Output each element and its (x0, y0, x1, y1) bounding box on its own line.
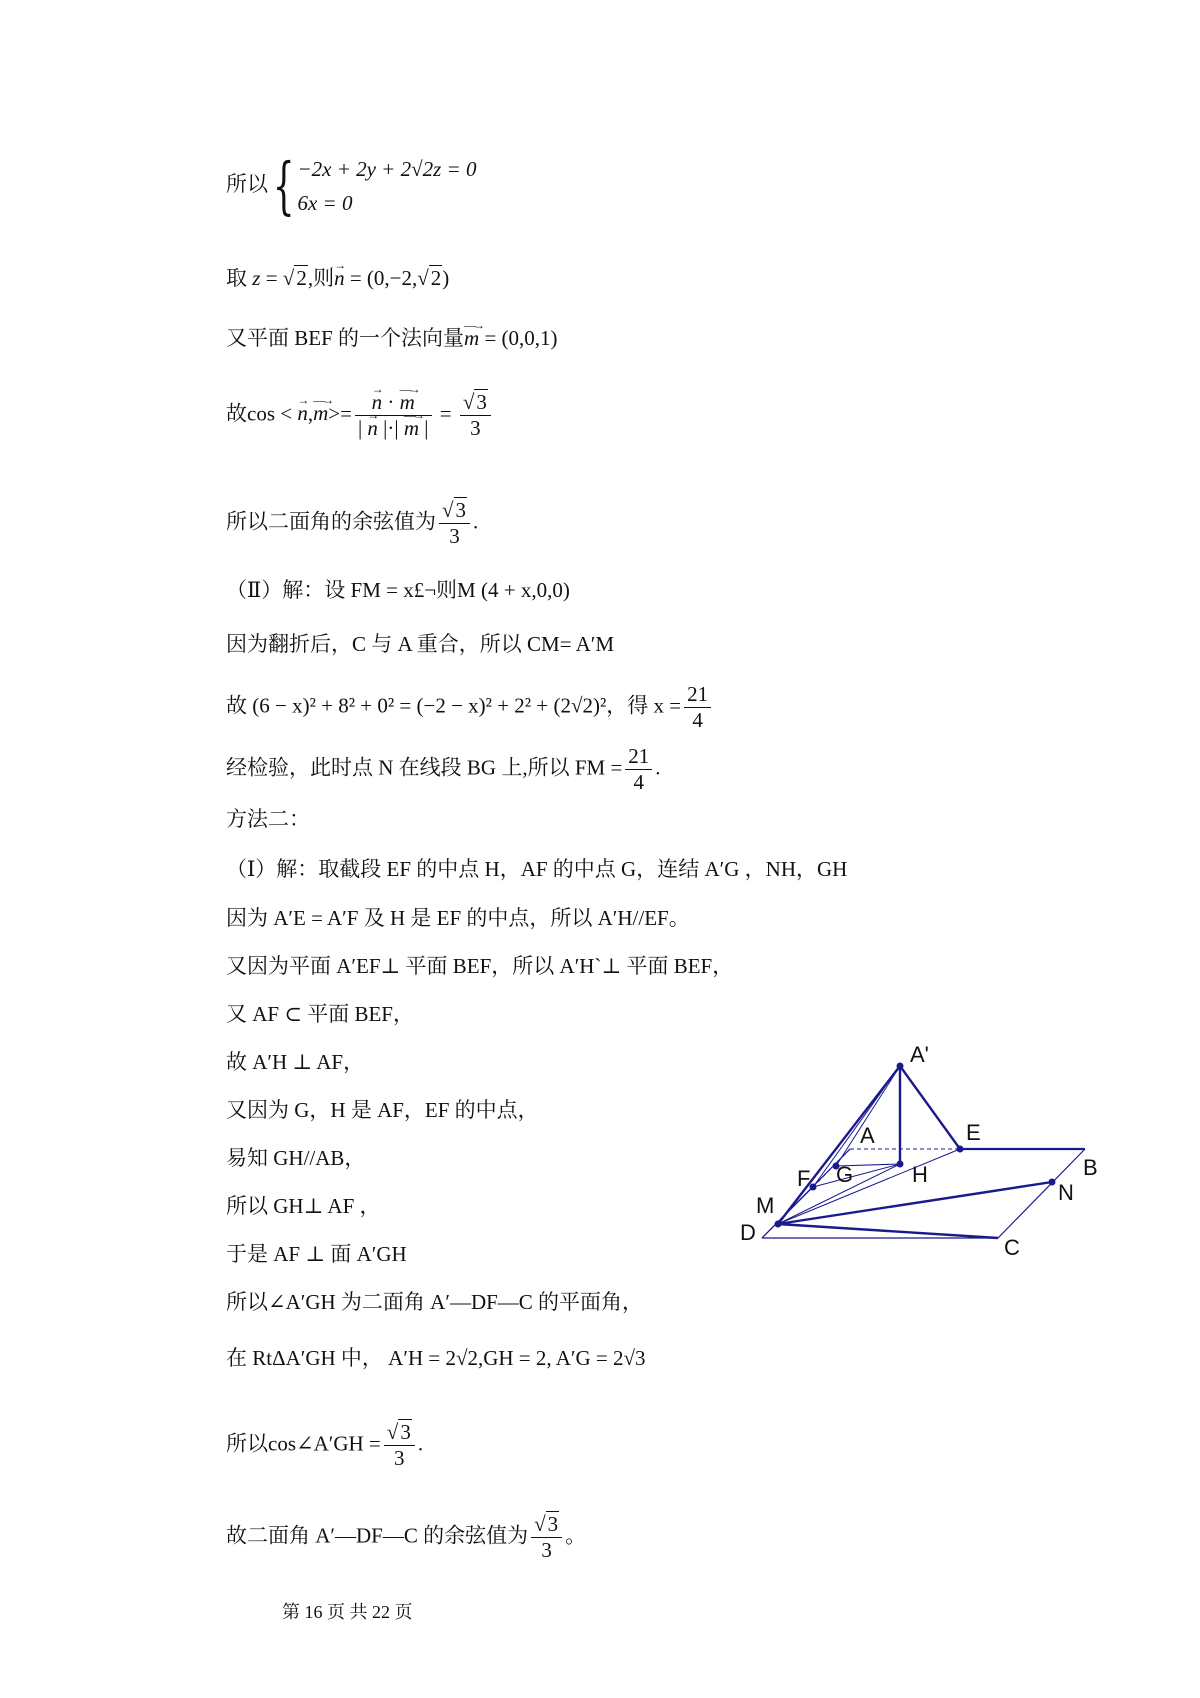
text: = (0,0,1) (479, 326, 558, 350)
label-G: G (836, 1162, 854, 1187)
text: 因为翻折后，C 与 A 重合，所以 CM= A′M (226, 632, 615, 656)
radicand: 2 (296, 266, 307, 290)
sqrt-sign: √ (282, 266, 295, 290)
text: 又因为 G，H 是 AF，EF 的中点， (226, 1098, 539, 1122)
text: = (0,−2, (344, 266, 418, 290)
label-E: E (966, 1120, 981, 1145)
text: 所以∠A′GH 为二面角 A′—DF—C 的平面角， (226, 1290, 644, 1314)
label-H: H (912, 1162, 928, 1187)
equation-row-1: −2x + 2y + 2√2z = 0 (297, 157, 477, 181)
text: 所以cos∠A′GH = (226, 1431, 381, 1456)
numerator: 21 (625, 744, 652, 770)
radicand: 3 (455, 498, 467, 522)
point-E (957, 1146, 964, 1153)
denominator: 3 (541, 1538, 552, 1562)
var-z: z (252, 266, 261, 290)
line-cos-formula: 故cos < → n,—→ m>= → $\frac{n \cdot —\to m}{| \to n |\cdot| —\to m |}$ = $\frac{√3}{3}$ (226, 390, 494, 441)
text: , (307, 401, 314, 426)
edge-A'-G (836, 1066, 900, 1166)
text: 所以 GH⊥ AF ， (226, 1194, 381, 1218)
label-F: F (797, 1166, 811, 1191)
text: 取 (226, 266, 253, 290)
left-brace: { (272, 149, 295, 222)
text: 故二面角 A′—DF—C 的余弦值为 (226, 1523, 529, 1548)
text: . (473, 509, 479, 534)
radicand: 3 (547, 1512, 559, 1536)
point-H (897, 1161, 904, 1168)
vector-n: → n (372, 390, 383, 415)
edge-A'-E (900, 1066, 960, 1149)
line-F-H (813, 1164, 900, 1187)
point-N (1049, 1179, 1056, 1186)
denominator: 3 (470, 416, 481, 440)
denominator: 4 (633, 770, 645, 794)
label-D: D (740, 1220, 756, 1245)
text: · (387, 390, 395, 414)
vector-n: → n (367, 416, 378, 441)
text: 方法二： (226, 807, 310, 831)
radicand: 3 (400, 1420, 411, 1444)
text: 又 AF ⊂ 平面 BEF， (226, 1002, 414, 1026)
text-prefix: 所以 (226, 171, 268, 196)
edge-A'-F (813, 1066, 900, 1187)
text: | (394, 416, 399, 440)
text: >= (328, 401, 352, 426)
text: | (383, 416, 388, 440)
text: | (424, 416, 429, 440)
text: 。 (565, 1523, 587, 1548)
text: = (260, 266, 283, 290)
point-A-prime (897, 1063, 904, 1070)
sqrt-sign: √ (417, 266, 429, 290)
text: 所以二面角的余弦值为 (226, 509, 436, 534)
text: 故cos < (226, 401, 298, 426)
point-M (775, 1221, 782, 1228)
sqrt-sign: √ (442, 498, 454, 522)
text: 又因为平面 A′EF⊥ 平面 BEF，所以 A′H`⊥ 平面 BEF， (226, 954, 734, 978)
text: 在 RtΔA′GH 中， A′H = 2√2,GH = 2, A′G = 2√3 (226, 1346, 646, 1370)
label-C: C (1004, 1235, 1020, 1260)
vector-m: —→ m (313, 399, 328, 427)
text: | (357, 416, 363, 440)
sqrt-sign: √ (534, 1512, 546, 1536)
text: . (655, 755, 661, 780)
page-number: 第 16 页 共 22 页 (282, 1602, 413, 1622)
point-F (810, 1184, 817, 1191)
text: · (387, 416, 395, 440)
text: （Ⅱ）解：设 FM = x£¬则M (4 + x,0,0) (226, 578, 570, 602)
numerator: 21 (684, 682, 711, 708)
line-D-N (778, 1182, 1052, 1224)
text: 经检验，此时点 N 在线段 BG 上,所以 FM = (226, 755, 623, 780)
denominator: 4 (692, 708, 703, 732)
text: . (417, 1431, 424, 1456)
line-D-C-thick (778, 1224, 998, 1238)
label-A: A (860, 1123, 875, 1148)
vector-m: —→ m (464, 324, 479, 352)
denominator: 3 (394, 1446, 405, 1470)
label-M: M (756, 1193, 775, 1218)
text: 故 (6 − x)² + 8² + 0² = (−2 − x)² + 2² + (2√2)²，得 x = (226, 693, 682, 718)
denominator: 3 (449, 524, 460, 548)
text: ) (442, 266, 450, 290)
radicand: 2 (430, 266, 442, 290)
text: 又平面 BEF 的一个法向量 (226, 326, 465, 350)
label-B: B (1083, 1155, 1098, 1180)
text: 因为 A′E = A′F 及 H 是 EF 的中点，所以 A′H//EF。 (226, 906, 690, 930)
edge-A'-D (778, 1066, 900, 1224)
sqrt-sign: √ (386, 1420, 399, 1444)
sqrt-sign: √ (462, 390, 475, 414)
vector-n: → n (334, 264, 345, 292)
vector-m: —→ m (404, 416, 419, 441)
vector-n: → n (297, 399, 308, 427)
label-N: N (1058, 1180, 1074, 1205)
text: 易知 GH//AB， (226, 1146, 366, 1170)
equation-row-2: 6x = 0 (297, 191, 353, 215)
vector-m: —→ m (400, 390, 415, 415)
radicand: 3 (476, 390, 487, 414)
text: （Ⅰ）解：取截段 EF 的中点 H，AF 的中点 G，连结 A′G ，NH，GH (226, 857, 848, 881)
text: 故 A′H ⊥ AF， (226, 1050, 365, 1074)
text: 于是 AF ⊥ 面 A′GH (226, 1242, 407, 1266)
text: ,则 (307, 266, 335, 290)
label-A-prime: A' (910, 1042, 929, 1067)
